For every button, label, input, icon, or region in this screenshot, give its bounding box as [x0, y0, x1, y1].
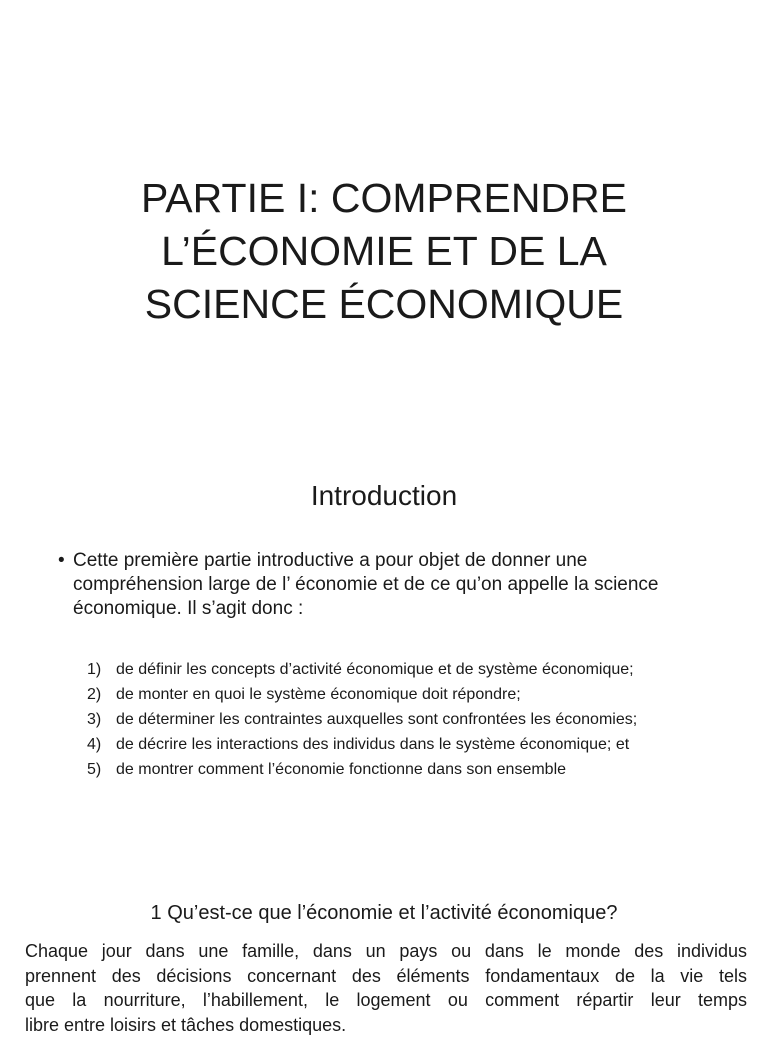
- introduction-heading: Introduction: [0, 478, 768, 514]
- list-item: [87, 757, 727, 782]
- paragraph-line-3: que la nourriture, l’habillement, le logement ou comment répartir leur temps: [25, 988, 747, 1013]
- list-item-text: de définir les concepts d’activité économique et de système économique;: [116, 657, 634, 682]
- list-item-text: de monter en quoi le système économique doit répondre;: [116, 682, 521, 707]
- list-item-text: de déterminer les contraintes auxquelles sont confrontées les économies;: [116, 707, 637, 732]
- section-1-paragraph: [25, 939, 747, 1037]
- title-line-2: L’ÉCONOMIE ET DE LA: [60, 225, 708, 278]
- list-number: 1): [87, 657, 116, 682]
- objectives-list: [87, 657, 727, 782]
- list-item-text: de montrer comment l’économie fonctionne dans son ensemble: [116, 757, 566, 782]
- list-number: 4): [87, 732, 116, 757]
- list-number: 2): [87, 682, 116, 707]
- bullet-line-2: compréhension large de l’ économie et de ce qu’on appelle la science: [73, 573, 659, 597]
- list-item-text: de décrire les interactions des individus dans le système économique; et: [116, 732, 629, 757]
- list-number: 5): [87, 757, 116, 782]
- list-item: [87, 707, 727, 732]
- document-title: [60, 172, 708, 331]
- bullet-marker: •: [58, 549, 73, 621]
- paragraph-line-4: libre entre loisirs et tâches domestiques.: [25, 1013, 747, 1037]
- list-number: 3): [87, 707, 116, 732]
- intro-bullet-text: [73, 549, 659, 621]
- paragraph-line-1: Chaque jour dans une famille, dans un pays ou dans le monde des individus: [25, 939, 747, 964]
- title-line-1: PARTIE I: COMPRENDRE: [60, 172, 708, 225]
- title-line-3: SCIENCE ÉCONOMIQUE: [60, 278, 708, 331]
- bullet-line-1: Cette première partie introductive a pour objet de donner une: [73, 549, 659, 573]
- list-item: [87, 657, 727, 682]
- paragraph-line-2: prennent des décisions concernant des éléments fondamentaux de la vie tels: [25, 964, 747, 989]
- section-1-heading: 1 Qu’est-ce que l’économie et l’activité économique?: [0, 900, 768, 926]
- list-item: [87, 682, 727, 707]
- list-item: [87, 732, 727, 757]
- bullet-line-3: économique. Il s’agit donc :: [73, 597, 659, 621]
- intro-bullet: [58, 549, 718, 621]
